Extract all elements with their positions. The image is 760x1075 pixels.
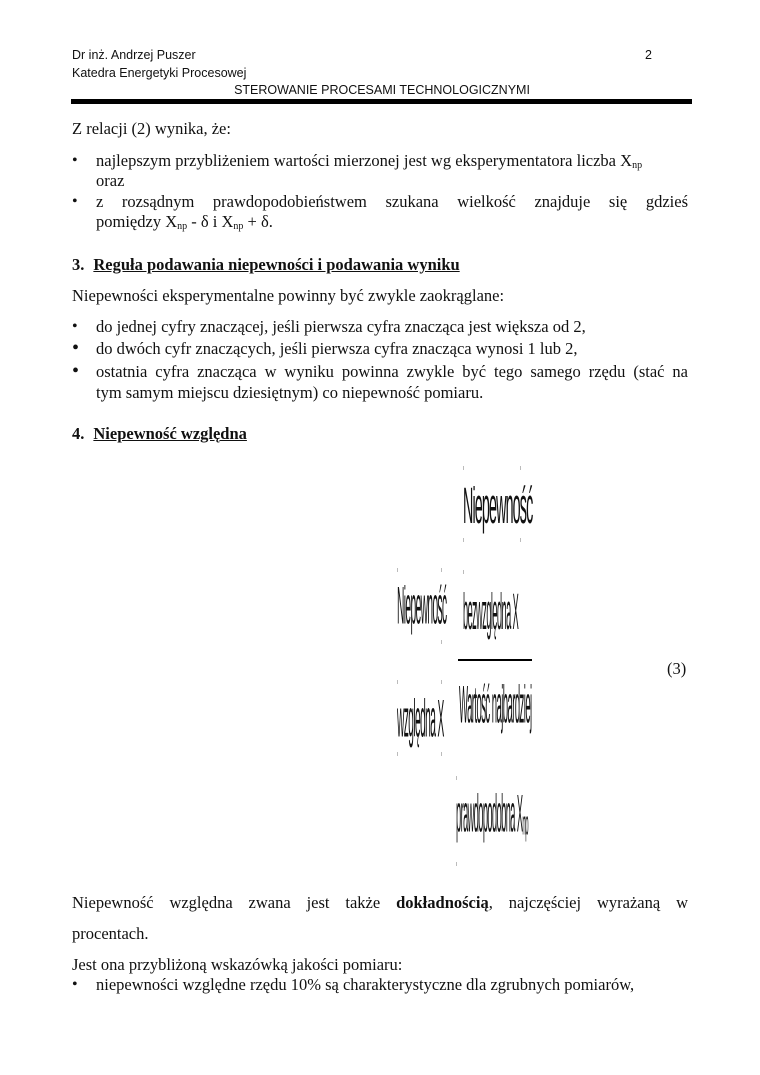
intro-bullet-1-end: oraz — [96, 171, 125, 190]
section3-item-2: do dwóch cyfr znaczących, jeśli pierwsza cyfra znacząca wynosi 1 lub 2, — [96, 339, 578, 358]
bullet-dot: • — [72, 152, 78, 169]
closing-paragraph-line2: procentach. — [72, 924, 149, 943]
equation-number: (3) — [667, 659, 687, 678]
fraction-bar — [458, 659, 532, 661]
closing-paragraph-2: Jest ona przybliżoną wskazówką jakości pomiaru: — [72, 955, 403, 974]
section3-heading: 3. Reguła podawania niepewności i podawania wyniku — [72, 255, 460, 274]
page-number: 2 — [645, 48, 652, 62]
intro-bullet-2-line1: z rozsądnym prawdopodobieństwem szukana wielkość znajduje się gdzieś — [96, 192, 688, 211]
header-author: Dr inż. Andrzej Puszer — [72, 48, 196, 62]
section3-intro: Niepewności eksperymentalne powinny być zwykle zaokrąglane: — [72, 286, 505, 305]
formula-lhs-line2: względna X — [397, 690, 444, 749]
closing-bullet: niepewności względne rzędu 10% są charakterystyczne dla zgrubnych pomiarów, — [96, 975, 635, 994]
bullet-dot: • — [72, 337, 80, 359]
formula-numerator-line1: Niepewność — [463, 478, 533, 535]
section4-heading: 4. Niepewność względna — [72, 424, 247, 443]
header-department: Katedra Energetyki Procesowej — [72, 66, 247, 80]
section3-item-3: ostatnia cyfra znacząca w wyniku powinna zwykle być tego samego rzędu (stać na — [96, 362, 688, 381]
closing-paragraph-line1: Niepewność względna zwana jest także dokładnością, najczęściej wyrażaną w — [72, 893, 688, 912]
intro-bullet-1: najlepszym przybliżeniem wartości mierzonej jest wg eksperymentatora liczba $X_{np}$ — [96, 151, 643, 171]
section3-item-3-cont: tym samym miejscu dziesiętnym) co niepewność pomiaru. — [96, 383, 484, 402]
header-rule — [71, 99, 692, 104]
intro-bullet-2-line2: pomiędzy $X_{np}$ - δ i $X_{np} + \delta$. — [96, 212, 273, 232]
formula-denominator-line1: Wartość najbardziej — [459, 676, 532, 735]
bullet-dot: • — [72, 360, 80, 382]
section3-item-1: do jednej cyfry znaczącej, jeśli pierwsza cyfra znacząca jest większa od 2, — [96, 317, 586, 336]
formula-numerator-line2: bezwzględna X — [463, 584, 519, 641]
header-course-title: STEROWANIE PROCESAMI TECHNOLOGICZNYMI — [234, 83, 530, 97]
bullet-dot: • — [72, 193, 78, 210]
bullet-dot: • — [72, 318, 78, 335]
formula-lhs-line1: Niepewność — [397, 577, 447, 636]
bullet-dot: • — [72, 976, 78, 993]
intro-text: Z relacji (2) wynika, że: — [72, 119, 231, 138]
formula-denominator-line2: prawdopodobna $X_{np}$ — [456, 785, 528, 844]
